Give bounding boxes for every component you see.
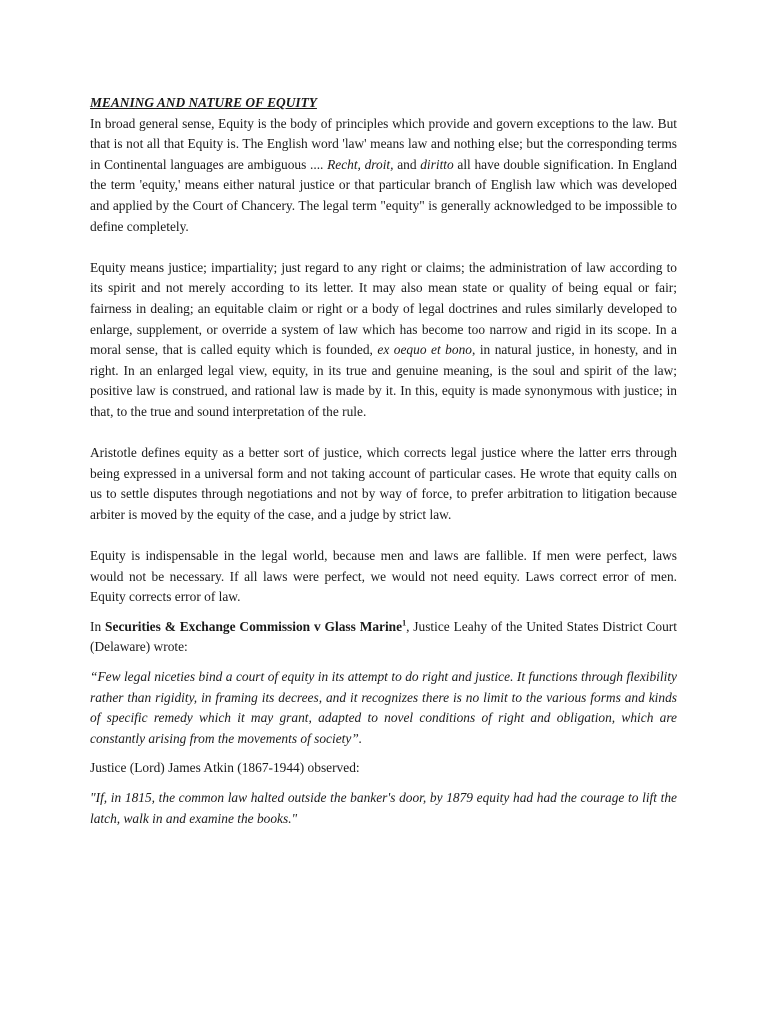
term-diritto: diritto xyxy=(420,156,454,172)
paragraph-aristotle: Aristotle defines equity as a better sort of justice, which corrects legal justice where the latter errs through being expressed in a universal form and not taking account of particular cases. He wrote that equity calls on us to settle disputes through negotiations and not by way of force, to prefer arbitration to litigation because arbiter is moved by the equity of the case, and a judge by strict law. xyxy=(90,445,677,522)
case-name: Securities & Exchange Commission v Glass Marine xyxy=(105,618,403,634)
case-intro-text-b: , Justice Leahy of the United States District Court (Delaware) wrote: xyxy=(90,618,677,655)
case-intro-text-a: In xyxy=(90,618,106,634)
paragraph-case-intro xyxy=(90,617,677,658)
paragraph-definition xyxy=(90,114,677,238)
term-recht-droit: Recht, droit, xyxy=(327,156,394,172)
paragraph-meaning-text-b: , in natural justice, in honesty, and in right. In an enlarged legal view, equity, in its true and genuine meaning, is the soul and spirit of the law; positive law is construed, and rational law is made by it. In this, equity is made synonymous with justice; in that, to the true and sound interpretation of the rule. xyxy=(90,342,677,419)
paragraph-meaning xyxy=(90,258,677,423)
document-title: MEANING AND NATURE OF EQUITY xyxy=(90,95,317,110)
document-page xyxy=(90,93,677,829)
latin-phrase: ex oequo et bono xyxy=(377,342,472,358)
paragraph-definition-text-b: all have double signification. In England the term 'equity,' means either natural justice or that particular branch of English law which was developed and applied by the Court of Chancery. The legal term "equity" is generally acknowledged to be impossible to define completely. xyxy=(90,156,678,234)
quote-leahy: “Few legal niceties bind a court of equity in its attempt to do right and justice. It functions through flexibility rather than rigidity, in framing its decrees, and it recognizes there is no limit to the various forms and kinds of specific remedy which it may grant, adapted to novel conditions of right and obligation, which are constantly arising from the movements of society”. xyxy=(90,669,677,746)
footnote-marker[interactable]: 1 xyxy=(402,618,407,628)
paragraph-meaning-text-a: Equity means justice; impartiality; just regard to any right or claims; the administration of law according to its spirit and not merely according to its letter. It may also mean state or quality of being equal or fair; fairness in dealing; an equitable claim or right or a body of legal doctrines and rules similarly developed to enlarge, supplement, or override a system of law which has become too narrow and rigid in its scope. In a moral sense, that is called equity which is founded, xyxy=(90,259,677,358)
quote-atkin: "If, in 1815, the common law halted outside the banker's door, by 1879 equity had had the courage to lift the latch, walk in and examine the books." xyxy=(90,790,677,826)
paragraph-indispensable: Equity is indispensable in the legal world, because men and laws are fallible. If men were perfect, laws would not be necessary. If all laws were perfect, we would not need equity. Laws correct error of men. Equity corrects error of law. xyxy=(90,548,677,605)
conjunction-and: and xyxy=(393,156,421,172)
paragraph-definition-text-a: In broad general sense, Equity is the body of principles which provide and govern exceptions to the law. But that is not all that Equity is. The English word 'law' means law and nothing else; but the corresponding terms in Continental languages are ambiguous .... xyxy=(90,115,677,172)
paragraph-atkin-intro: Justice (Lord) James Atkin (1867-1944) observed: xyxy=(90,760,360,776)
